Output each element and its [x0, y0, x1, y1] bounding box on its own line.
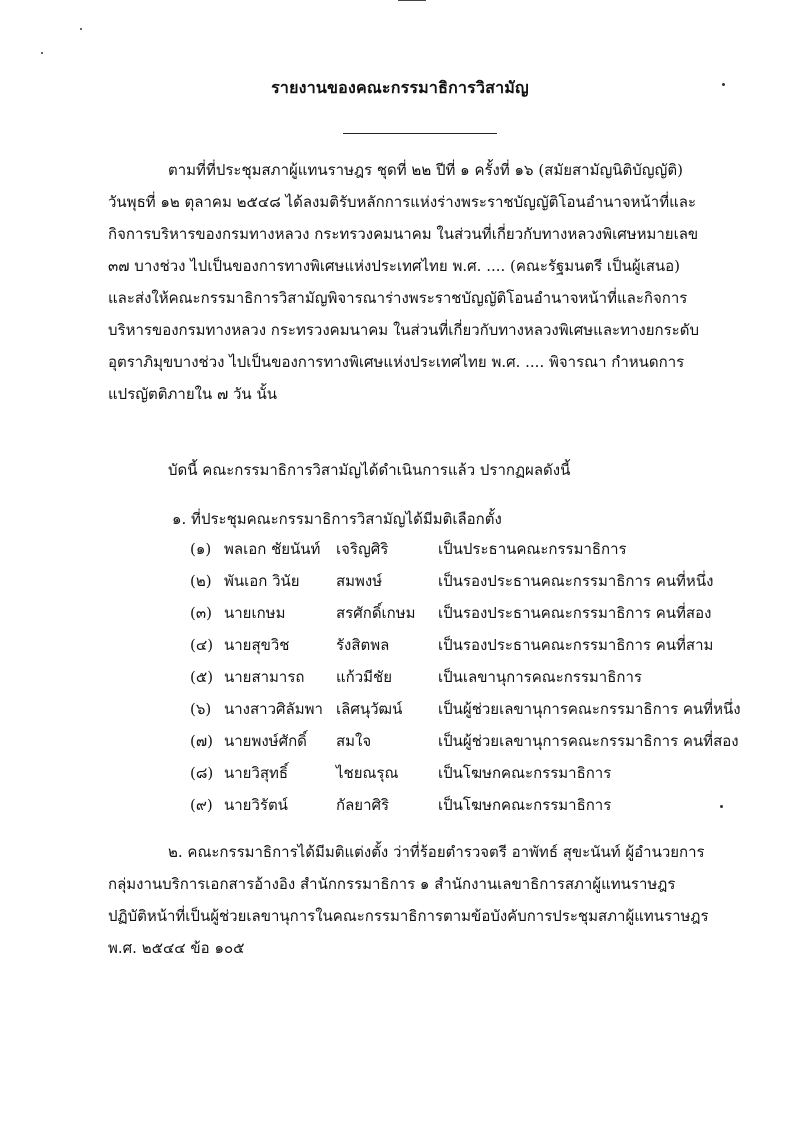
- member-row: [190, 665, 780, 689]
- member-last-name: เลิศนุวัฒน์: [336, 700, 403, 718]
- member-last-name: กัลยาศิริ: [336, 796, 390, 814]
- member-number: (๔): [190, 636, 214, 654]
- member-last-name: สมใจ: [336, 732, 372, 750]
- member-number: (๖): [190, 700, 212, 718]
- member-last-name: สรศักดิ์เกษม: [336, 604, 416, 622]
- member-role: เป็นโฆษกคณะกรรมาธิการ: [438, 796, 612, 814]
- item-2-line: ๒. คณะกรรมาธิการได้มีมติแต่งตั้ง ว่าที่ร้อยตำรวจตรี อาพัทธ์ สุขะนันท์ ผู้อำนวยการ: [168, 843, 705, 861]
- member-role: เป็นประธานคณะกรรมาธิการ: [438, 540, 627, 558]
- scan-speck: [80, 28, 82, 30]
- member-role: เป็นเลขานุการคณะกรรมาธิการ: [438, 668, 642, 686]
- member-row: [190, 569, 780, 593]
- item-2-line: ปฏิบัติหน้าที่เป็นผู้ช่วยเลขานุการในคณะกรรมาธิการตามข้อบังคับการประชุมสภาผู้แทนราษฎร: [108, 907, 709, 925]
- member-last-name: รังสิตพล: [336, 636, 390, 654]
- member-number: (๗): [190, 732, 213, 750]
- member-row: [190, 601, 780, 625]
- intro-line: บริหารของกรมทางหลวง กระทรวงคมนาคม ในส่วนที่เกี่ยวกับทางหลวงพิเศษและทางยกระดับ: [108, 321, 699, 339]
- intro-line: อุตราภิมุขบางช่วง ไปเป็นของการทางพิเศษแห่งประเทศไทย พ.ศ. .... พิจารณา กำหนดการ: [108, 353, 685, 371]
- member-first-name: นายเกษม: [224, 604, 286, 622]
- summary-paragraph: บัดนี้ คณะกรรมาธิการวิสามัญได้ดำเนินการแล้ว ปรากฏผลดังนี้: [168, 461, 571, 479]
- intro-line: กิจการบริหารของกรมทางหลวง กระทรวงคมนาคม ในส่วนที่เกี่ยวกับทางหลวงพิเศษหมายเลข: [108, 225, 699, 243]
- title-underline: [343, 133, 497, 134]
- member-role: เป็นโฆษกคณะกรรมาธิการ: [438, 764, 612, 782]
- member-first-name: นางสาวศิลัมพา: [224, 700, 323, 718]
- item-2-paragraph: [108, 840, 728, 970]
- member-last-name: สมพงษ์: [336, 572, 383, 590]
- member-role: เป็นรองประธานคณะกรรมาธิการ คนที่สาม: [438, 636, 714, 654]
- member-first-name: นายพงษ์ศักดิ์: [224, 732, 307, 750]
- item-1-heading: ๑. ที่ประชุมคณะกรรมาธิการวิสามัญได้มีมติเลือกตั้ง: [172, 510, 502, 528]
- member-number: (๓): [190, 604, 212, 622]
- member-row: [190, 761, 780, 785]
- member-role: เป็นผู้ช่วยเลขานุการคณะกรรมาธิการ คนที่สอง: [438, 732, 739, 750]
- member-first-name: พันเอก วินัย: [224, 572, 300, 590]
- intro-line: และส่งให้คณะกรรมาธิการวิสามัญพิจารณาร่างพระราชบัญญัติโอนอำนาจหน้าที่และกิจการ: [108, 289, 688, 307]
- member-first-name: นายวิสุทธิ์: [224, 764, 289, 782]
- member-role: เป็นรองประธานคณะกรรมาธิการ คนที่สอง: [438, 604, 712, 622]
- scan-edge-mark: [398, 0, 426, 1]
- item-2-line: กลุ่มงานบริการเอกสารอ้างอิง สำนักกรรมาธิการ ๑ สำนักงานเลขาธิการสภาผู้แทนราษฎร: [108, 875, 676, 893]
- member-first-name: นายสุขวิช: [224, 636, 290, 654]
- member-number: (๘): [190, 764, 214, 782]
- member-first-name: พลเอก ชัยนันท์: [224, 540, 321, 558]
- member-last-name: แก้วมีชัย: [336, 668, 393, 686]
- member-row: [190, 633, 780, 657]
- intro-line: วันพุธที่ ๑๒ ตุลาคม ๒๕๔๘ ได้ลงมติรับหลักการแห่งร่างพระราชบัญญัติโอนอำนาจหน้าที่และ: [108, 193, 697, 211]
- intro-paragraph: [108, 158, 728, 418]
- member-number: (๑): [190, 540, 212, 558]
- intro-line: แปรญัตติภายใน ๗ วัน นั้น: [108, 385, 277, 403]
- member-row: [190, 793, 780, 817]
- member-number: (๕): [190, 668, 214, 686]
- member-first-name: นายสามารถ: [224, 668, 305, 686]
- item-2-line: พ.ศ. ๒๕๔๔ ข้อ ๑๐๕: [108, 939, 245, 957]
- member-row: [190, 697, 780, 721]
- intro-line: ๓๗ บางช่วง ไปเป็นของการทางพิเศษแห่งประเทศไทย พ.ศ. .... (คณะรัฐมนตรี เป็นผู้เสนอ): [108, 257, 681, 275]
- intro-line: ตามที่ที่ประชุมสภาผู้แทนราษฎร ชุดที่ ๒๒ ปีที่ ๑ ครั้งที่ ๑๖ (สมัยสามัญนิติบัญญัติ): [168, 161, 683, 179]
- member-number: (๒): [190, 572, 212, 590]
- member-row: [190, 537, 780, 561]
- scan-speck: [41, 52, 43, 54]
- member-number: (๙): [190, 796, 213, 814]
- member-role: เป็นรองประธานคณะกรรมาธิการ คนที่หนึ่ง: [438, 572, 714, 590]
- member-role: เป็นผู้ช่วยเลขานุการคณะกรรมาธิการ คนที่หนึ่ง: [438, 700, 741, 718]
- member-first-name: นายวิรัตน์: [224, 796, 288, 814]
- member-row: [190, 729, 780, 753]
- member-last-name: เจริญศิริ: [336, 540, 389, 558]
- member-last-name: ไชยณรุณ: [336, 764, 399, 782]
- report-title: รายงานของคณะกรรมาธิการวิสามัญ: [271, 78, 529, 97]
